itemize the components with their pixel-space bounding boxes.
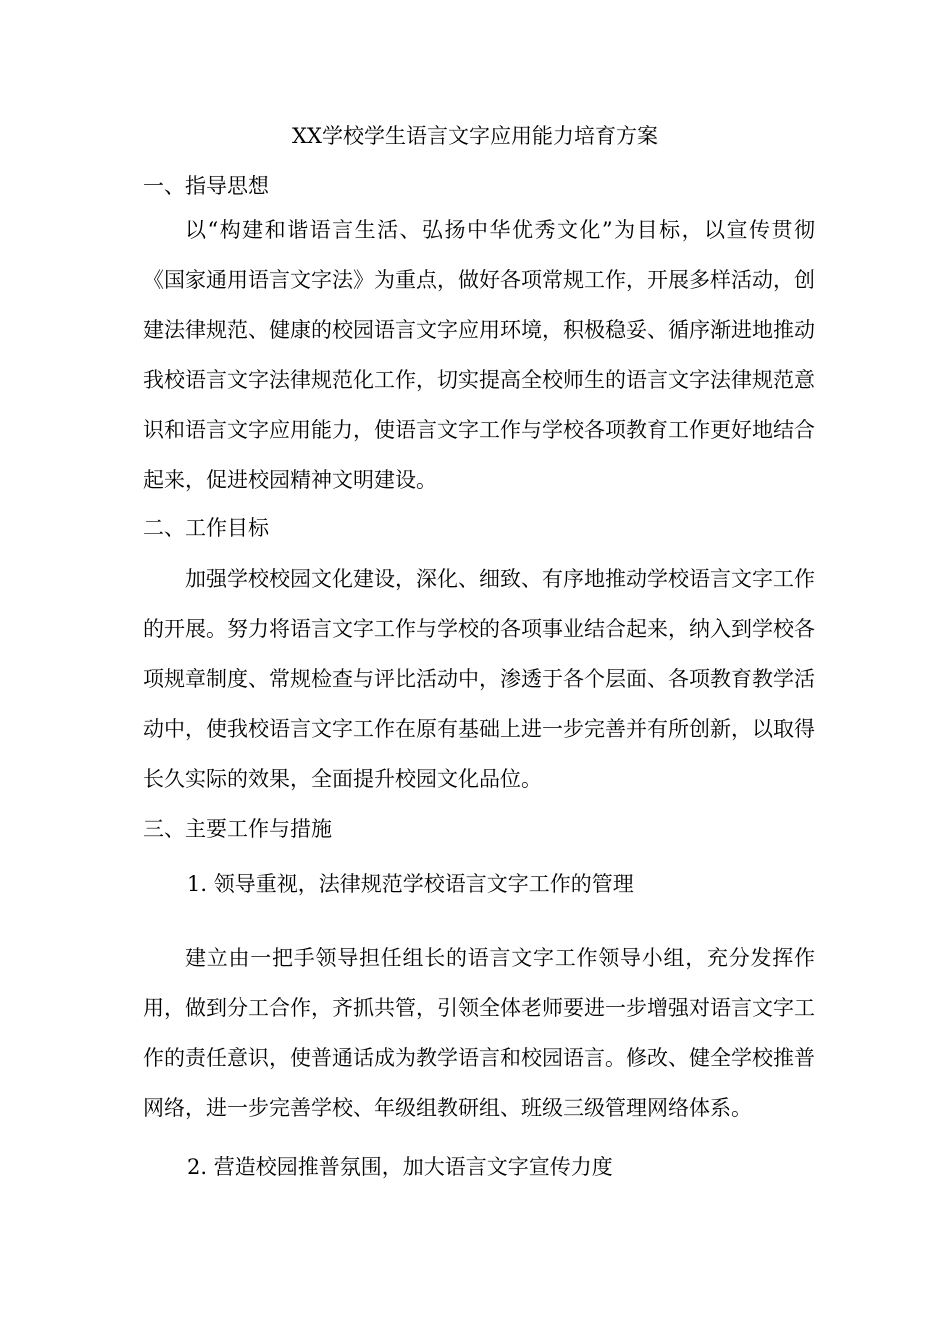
section-heading-guiding-ideology: 一、指导思想 xyxy=(143,174,269,198)
measure-2-heading: 2. 营造校园推普氛围，加大语言文字宣传力度 xyxy=(187,1155,613,1179)
section-paragraph-guiding-ideology: 以“构建和谐语言生活、弘扬中华优秀文化”为目标，以宣传贯彻《国家通用语言文字法》为重点，做好各项常规工作，开展多样活动，创建法律规范、健康的校园语言文字应用环境，积极稳妥、循序渐进地推动我校语言文字法律规范化工作，切实提高全校师生的语言文字法律规范意识和语言文字应用能力，使语言文字工作与学校各项教育工作更好地结合起来，促进校园精神文明建设。 xyxy=(143,218,815,492)
document-title: XX学校学生语言文字应用能力培育方案 xyxy=(292,124,658,148)
section-paragraph-work-goals: 加强学校校园文化建设，深化、细致、有序地推动学校语言文字工作的开展。努力将语言文字工作与学校的各项事业结合起来，纳入到学校各项规章制度、常规检查与评比活动中，渗透于各个层面、各项教育教学活动中，使我校语言文字工作在原有基础上进一步完善并有所创新，以取得长久实际的效果，全面提升校园文化品位。 xyxy=(143,567,815,791)
section-heading-work-goals: 二、工作目标 xyxy=(143,516,269,540)
measure-1-heading: 1. 领导重视，法律规范学校语言文字工作的管理 xyxy=(187,872,634,896)
section-heading-main-measures: 三、主要工作与措施 xyxy=(143,817,332,841)
measure-1-paragraph: 建立由一把手领导担任组长的语言文字工作领导小组，充分发挥作用，做到分工合作，齐抓共管，引领全体老师要进一步增强对语言文字工作的责任意识，使普通话成为教学语言和校园语言。修改、健全学校推普网络，进一步完善学校、年级组教研组、班级三级管理网络体系。 xyxy=(143,946,815,1120)
